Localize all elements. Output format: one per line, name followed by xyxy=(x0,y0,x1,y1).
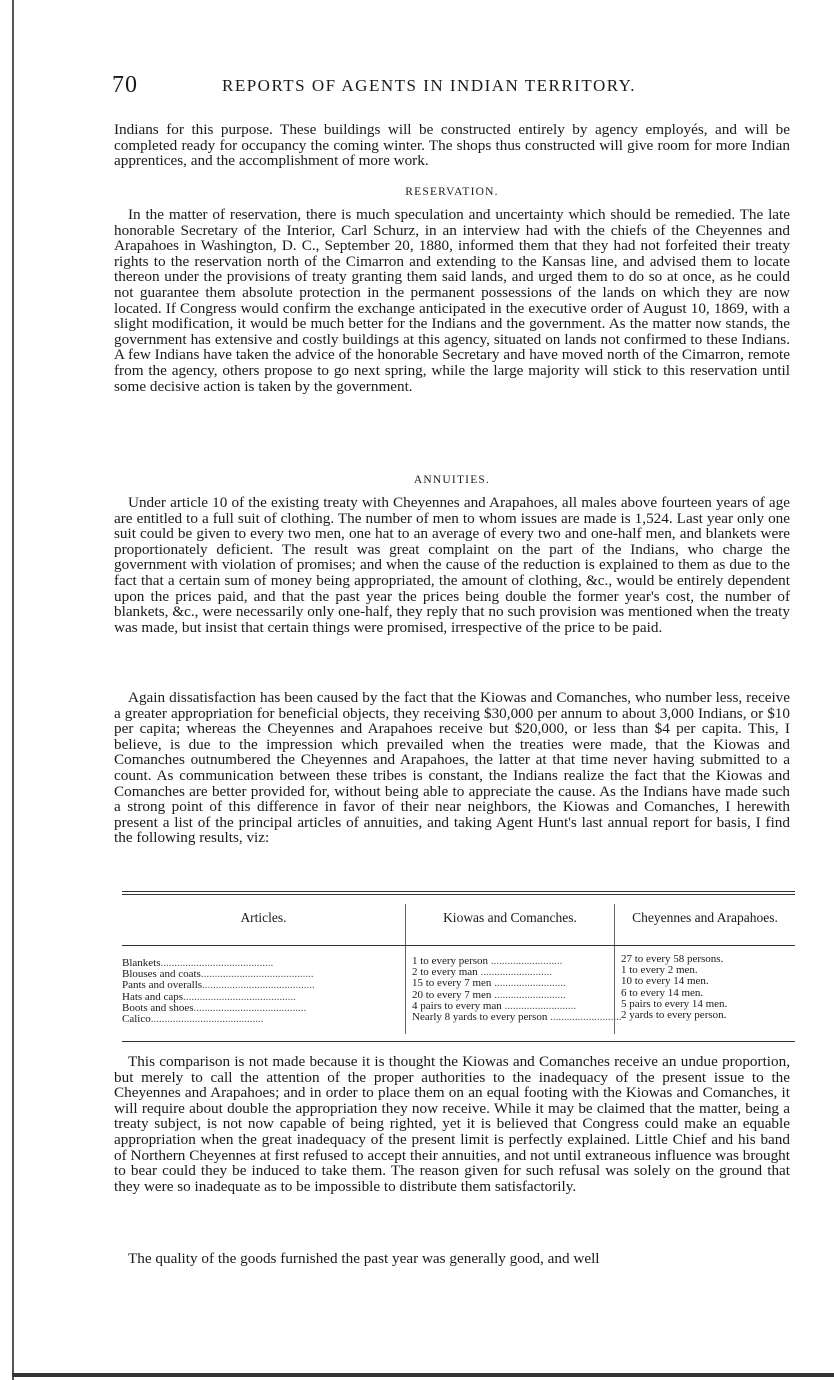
kiowas-value: Nearly 8 yards to every person xyxy=(412,1010,548,1023)
page-bottom-rule xyxy=(12,1373,834,1377)
kiowas-cell: 2 to every man .......................... xyxy=(412,966,552,979)
table-row: Hats and caps......................................... xyxy=(122,990,296,1003)
table-bottom-rule xyxy=(122,1041,795,1042)
kiowas-value: 1 to every person xyxy=(412,955,489,967)
article-cell: Blankets xyxy=(122,957,161,969)
table-header-cheyennes: Cheyennes and Arapahoes. xyxy=(632,910,778,925)
table-row: Boots and shoes......................................... xyxy=(122,1001,307,1014)
cheyennes-cell: 2 yards to every person. xyxy=(621,1008,727,1021)
article-cell: Boots and shoes xyxy=(122,1001,194,1014)
table-row: Calico......................................... xyxy=(122,1012,264,1025)
kiowas-value: 15 to every 7 men xyxy=(412,977,492,990)
kiowas-cell: 15 to every 7 men .......................... xyxy=(412,977,566,990)
table-row: Blankets......................................... xyxy=(122,957,274,969)
cheyennes-cell: 10 to every 14 men. xyxy=(621,975,709,988)
article-cell: Pants and overalls xyxy=(122,979,203,992)
article-cell: Calico xyxy=(122,1012,151,1025)
page-header xyxy=(112,72,792,104)
annuities-comparison-table xyxy=(122,898,795,1038)
article-cell: Blouses and coats xyxy=(122,968,201,981)
heading-reservation: RESERVATION. xyxy=(405,186,499,198)
paragraph-quality: The quality of the goods furnished the past year was generally good, and well xyxy=(128,1250,600,1267)
table-row: Pants and overalls......................................... xyxy=(122,979,315,992)
kiowas-cell: 1 to every person .......................... xyxy=(412,955,563,967)
kiowas-cell: Nearly 8 yards to every person .......................... xyxy=(412,1010,622,1023)
page-edge-rule xyxy=(12,0,14,1380)
heading-annuities: ANNUITIES. xyxy=(413,474,491,486)
table-column-articles xyxy=(122,958,402,1025)
kiowas-cell: 20 to every 7 men .......................... xyxy=(412,988,566,1001)
kiowas-value: 4 pairs to every man xyxy=(412,999,502,1012)
table-column-kiowas xyxy=(412,955,622,1023)
paragraph-buildings: Indians for this purpose. These buildings will be constructed entirely by agency employés, and will be completed ready for occupancy the coming winter. The shops thus constructed will give room for more Indian apprentices, and the accomplishment of more work. xyxy=(114,121,790,170)
paragraph-annuities: Under article 10 of the existing treaty with Cheyennes and Arapahoes, all males above fourteen years of age are entitled to a full suit of clothing. The number of men to whom issues are made is 1,524. Last year only one suit could be given to every two men, one hat to an average of every two and one-half men, and blankets were proportionately deficient. The result was great complaint on the part of the Indians, who charge the government with violation of promises; and when the cause of the reduction is explained to them as due to the fact that a certain sum of money being appropriated, the amount of clothing, &c., would be entirely dependent upon the prices paid, and that the past year the prices being double the former year's cost, the number of blankets, &c., were necessarily only one-half, they reply that no such provision was mentioned when the treaty was made, but insist that certain things were promised, irrespective of the price to be paid. xyxy=(114,494,790,636)
kiowas-cell: 4 pairs to every man .......................... xyxy=(412,999,577,1012)
table-header-rule xyxy=(122,945,795,946)
table-header-articles: Articles. xyxy=(240,910,287,925)
table-top-rule xyxy=(122,891,795,892)
running-head: REPORTS OF AGENTS IN INDIAN TERRITORY. xyxy=(222,76,636,95)
cheyennes-cell: 27 to every 58 persons. xyxy=(621,953,724,965)
table-column-cheyennes xyxy=(621,954,793,1021)
article-cell: Hats and caps xyxy=(122,990,184,1003)
cheyennes-cell: 6 to every 14 men. xyxy=(621,986,704,999)
table-row: Blouses and coats......................................... xyxy=(122,968,314,981)
table-top-rule-inner xyxy=(122,894,795,895)
paragraph-comparison: This comparison is not made because it is thought the Kiowas and Comanches receive an undue proportion, but merely to call the attention of the proper authorities to the inadequacy of the present issue to the Cheyennes and Arapahoes; and in order to place them on an equal footing with the Kiowas and Comanches, it will require about double the appropriation they now receive. While it may be claimed that the matter, being a treaty subject, is not now capable of being righted, yet it is believed that Congress could make an equable appropriation when the great inadequacy of the present limit is perfectly explained. Little Chief and his band of Northern Cheyennes at first refused to accept their annuities, and not until extraneous influence was brought to bear could they be induced to take them. The reason given for such refusal was solely on the ground that they were so inadequate as to be impossible to distribute them satisfactorily. xyxy=(114,1053,790,1195)
cheyennes-cell: 5 pairs to every 14 men. xyxy=(621,997,728,1010)
table-header-kiowas: Kiowas and Comanches. xyxy=(443,910,577,925)
page-number: 70 xyxy=(112,72,138,98)
paragraph-dissatisfaction: Again dissatisfaction has been caused by the fact that the Kiowas and Comanches, who number less, receive a greater appropriation for beneficial objects, they receiving $30,000 per annum to about 3,000 Indians, or $10 per capita; whereas the Cheyennes and Arapahoes receive but $20,000, or less than $4 per capita. This, I believe, is due to the impression which prevailed when the treaties were made, that the Kiowas and Comanches outnumbered the Cheyennes and Arapahoes, the latter at that time never having submitted to a count. As communication between these tribes is constant, the Indians realize the fact that the Kiowas and Comanches are better provided for, without being able to appreciate the cause. As the Indians have made such a strong point of this difference in favor of their near neighbors, the Kiowas and Comanches, I herewith present a list of the principal articles of annuities, and taking Agent Hunt's last annual report for basis, I find the following results, viz: xyxy=(114,689,790,847)
kiowas-value: 20 to every 7 men xyxy=(412,988,492,1001)
paragraph-reservation: In the matter of reservation, there is much speculation and uncertainty which should be remedied. The late honorable Secretary of the Interior, Carl Schurz, in an interview had with the chiefs of the Cheyennes and Arapahoes in Washington, D. C., September 20, 1880, informed them that they had not forfeited their treaty rights to the reservation north of the Cimarron and extending to the Kansas line, and advised them to locate thereon under the provisions of treaty granting them said lands, and urged them to do so at once, as he could not guarantee them absolute protection in the permanent possessions of the lands on which they are now located. If Congress would confirm the exchange anticipated in the executive order of August 10, 1869, with a slight modification, it would be much better for the Indians and the government. As the matter now stands, the government has extensive and costly buildings at this agency, situated on lands not confirmed to these Indians. A few Indians have taken the advice of the honorable Secretary and have moved north of the Cimarron, remote from the agency, others propose to go next spring, while the large majority will stick to this reservation until some decisive action is taken by the government. xyxy=(114,206,790,395)
cheyennes-cell: 1 to every 2 men. xyxy=(621,964,698,977)
kiowas-value: 2 to every man xyxy=(412,966,478,979)
